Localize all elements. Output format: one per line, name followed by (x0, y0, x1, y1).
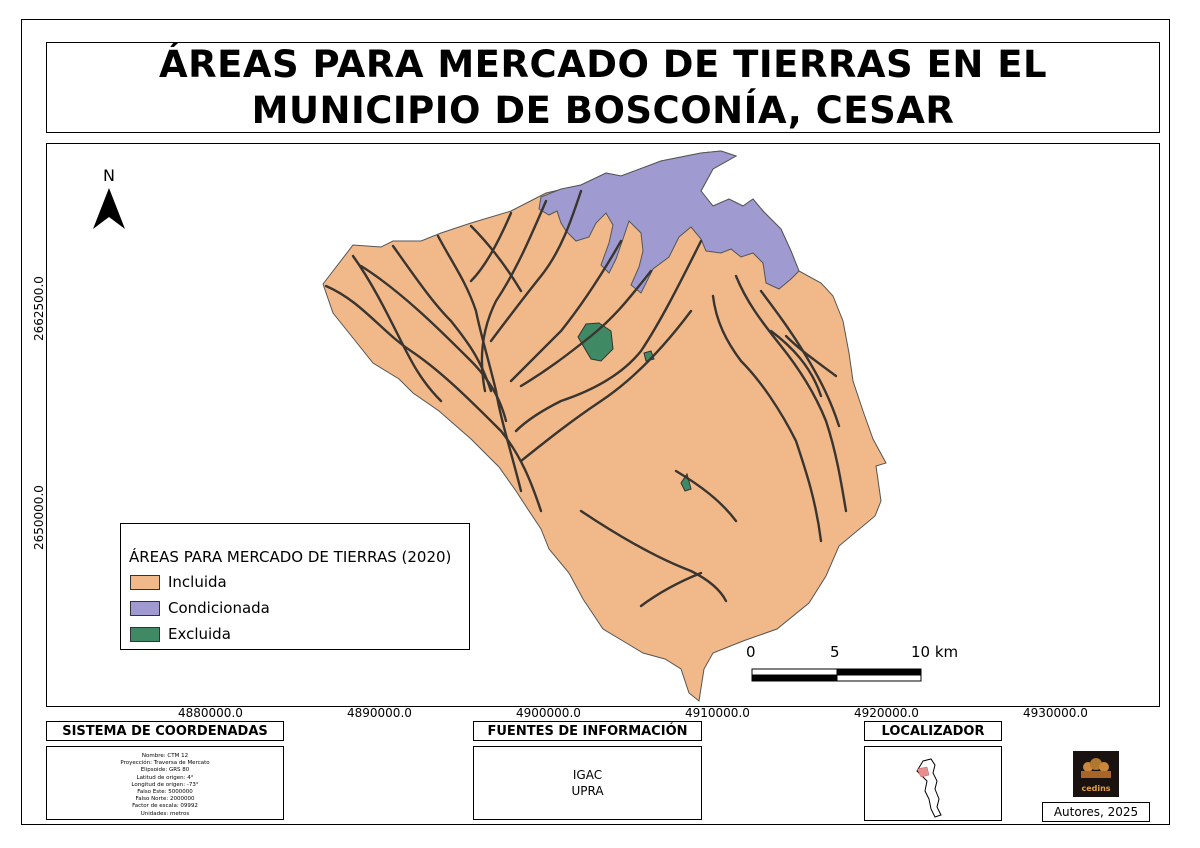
x-coordinate-label: 4930000.0 (1023, 706, 1088, 720)
coordinate-system-details (47, 753, 283, 818)
source-line: IGAC (572, 768, 603, 782)
sources-box (473, 746, 702, 820)
municipality-location-marker (917, 767, 929, 777)
x-coordinate-label: 4910000.0 (685, 706, 750, 720)
x-coordinate-label: 4890000.0 (347, 706, 412, 720)
map-title: ÁREAS PARA MERCADO DE TIERRAS EN EL MUNICIPIO DE BOSCONÍA, CESAR (158, 42, 1048, 132)
crs-line: Falso Norte: 2000000 (135, 796, 195, 803)
legend-swatch-condicionada (130, 601, 160, 616)
scale-bar (752, 669, 921, 681)
north-arrow (93, 188, 125, 229)
y-coordinate-label: 2650000.0 (32, 485, 46, 550)
crs-line: Falso Este: 5000000 (137, 789, 193, 796)
scale-bar-segment-4 (837, 675, 921, 681)
scale-label-5: 5 (830, 643, 840, 661)
x-coordinate-label: 4880000.0 (178, 706, 243, 720)
legend-label: Incluida (168, 573, 227, 591)
scale-label-10: 10 km (911, 643, 959, 661)
locator-box (864, 746, 1002, 821)
logo-icon (1073, 751, 1119, 781)
legend-item-incluida (130, 573, 227, 591)
legend-swatch-excluida (130, 627, 160, 642)
coordinate-system-header: SISTEMA DE COORDENADAS (46, 721, 284, 741)
legend-title: ÁREAS PARA MERCADO DE TIERRAS (2020) (129, 548, 452, 566)
authors-credit: Autores, 2025 (1042, 802, 1150, 822)
sources-list (474, 767, 701, 799)
scale-bar-segment-3 (752, 675, 837, 681)
coordinate-system-box (46, 746, 284, 820)
y-coordinate-label: 2662500.0 (32, 276, 46, 341)
legend-item-excluida (130, 625, 231, 643)
legend-label: Condicionada (168, 599, 270, 617)
crs-line: Longitud de origen: -73° (131, 781, 199, 788)
crs-line: Elipsoide: GRS 80 (140, 767, 190, 774)
x-coordinate-label: 4920000.0 (854, 706, 919, 720)
title-box (46, 42, 1160, 133)
north-arrow-right-half (109, 188, 125, 229)
scale-label-0: 0 (746, 643, 756, 661)
x-coordinate-label: 4900000.0 (516, 706, 581, 720)
map-legend (120, 523, 470, 650)
north-arrow-label: N (103, 166, 115, 185)
scale-bar-segment-2 (837, 669, 921, 675)
crs-line: Factor de escala: 09992 (132, 803, 198, 810)
locator-map (865, 747, 1001, 820)
crs-line: Nombre: CTM 12 (141, 753, 189, 759)
department-outline (917, 759, 941, 817)
crs-line: Proyección: Traversa de Mercato (120, 760, 210, 767)
source-line: UPRA (571, 784, 604, 798)
legend-label: Excluida (168, 625, 231, 643)
crs-line: Unidades: metros (140, 810, 190, 817)
locator-header: LOCALIZADOR (864, 721, 1002, 741)
scale-bar-segment-1 (752, 669, 837, 675)
logo-text: cedins (1081, 784, 1111, 793)
legend-swatch-incluida (130, 575, 160, 590)
legend-item-condicionada (130, 599, 270, 617)
north-arrow-left-half (93, 188, 109, 229)
institution-logo (1073, 751, 1119, 797)
sources-header: FUENTES DE INFORMACIÓN (473, 721, 702, 741)
crs-line: Latitud de origen: 4° (136, 774, 194, 781)
